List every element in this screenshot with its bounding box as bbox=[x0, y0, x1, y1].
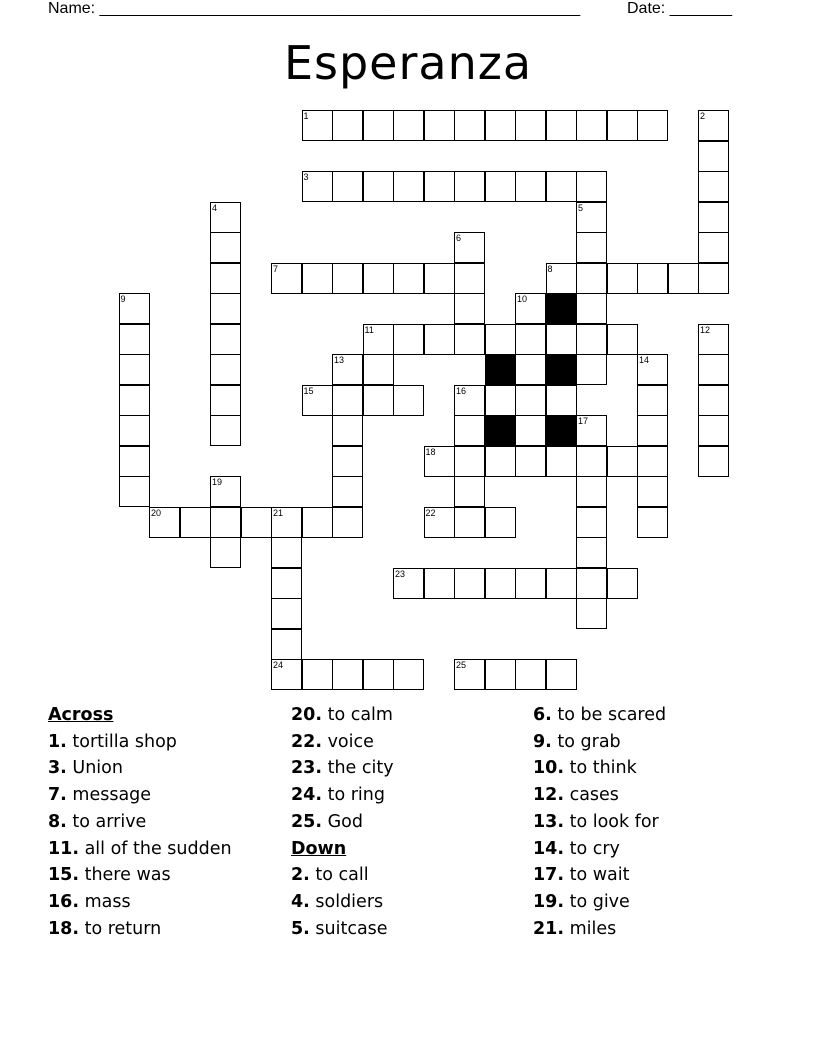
clue-item-number: 4. bbox=[291, 891, 310, 912]
grid-cell[interactable] bbox=[515, 659, 546, 690]
black-cell bbox=[546, 354, 577, 385]
clue-item-text: voice bbox=[322, 731, 374, 752]
grid-cell[interactable] bbox=[180, 507, 211, 538]
clue-item-text: message bbox=[66, 785, 152, 806]
grid-cell[interactable] bbox=[302, 110, 333, 141]
grid-cell[interactable] bbox=[576, 232, 607, 263]
grid-cell[interactable] bbox=[210, 507, 241, 538]
clue-column-1 bbox=[48, 702, 232, 942]
grid-cell[interactable] bbox=[393, 263, 424, 294]
grid-cell[interactable] bbox=[485, 324, 516, 355]
grid-cell[interactable] bbox=[210, 293, 241, 324]
grid-cell[interactable] bbox=[546, 446, 577, 477]
clue-item-text: Union bbox=[66, 758, 123, 779]
grid-cell[interactable] bbox=[210, 232, 241, 263]
grid-cell[interactable] bbox=[698, 110, 729, 141]
clue-item bbox=[533, 836, 666, 863]
grid-cell[interactable] bbox=[302, 507, 333, 538]
clue-item-number: 18. bbox=[48, 918, 80, 939]
grid-cell[interactable] bbox=[485, 385, 516, 416]
clue-number: 25 bbox=[456, 660, 467, 670]
black-cell bbox=[485, 415, 516, 446]
grid-cell[interactable] bbox=[332, 354, 363, 385]
grid-cell[interactable] bbox=[546, 659, 577, 690]
clue-item-number: 3. bbox=[48, 758, 67, 779]
clue-item-text: to ring bbox=[322, 785, 385, 806]
grid-cell[interactable] bbox=[119, 415, 150, 446]
grid-cell[interactable] bbox=[271, 507, 302, 538]
clue-number: 24 bbox=[273, 660, 284, 670]
grid-cell[interactable] bbox=[546, 385, 577, 416]
puzzle-title: Esperanza bbox=[283, 36, 533, 90]
grid-cell[interactable] bbox=[271, 598, 302, 629]
clue-item-text: to cry bbox=[564, 838, 620, 859]
clue-number: 13 bbox=[334, 355, 345, 365]
clue-item bbox=[48, 836, 232, 863]
grid-cell[interactable] bbox=[210, 324, 241, 355]
grid-cell[interactable] bbox=[515, 110, 546, 141]
grid-cell[interactable] bbox=[363, 354, 394, 385]
clue-item-number: 19. bbox=[533, 891, 565, 912]
clue-number: 2 bbox=[700, 111, 706, 121]
grid-cell[interactable] bbox=[302, 385, 333, 416]
grid-cell[interactable] bbox=[607, 263, 638, 294]
clue-number: 22 bbox=[425, 507, 436, 518]
clue-item bbox=[533, 916, 666, 943]
grid-cell[interactable] bbox=[576, 568, 607, 599]
grid-cell[interactable] bbox=[485, 110, 516, 141]
grid-cell[interactable] bbox=[454, 659, 485, 690]
grid-cell[interactable] bbox=[576, 202, 607, 233]
black-cell bbox=[485, 354, 516, 385]
grid-cell[interactable] bbox=[393, 568, 424, 599]
grid-cell[interactable] bbox=[546, 171, 577, 202]
grid-cell[interactable] bbox=[454, 293, 485, 324]
grid-cell[interactable] bbox=[637, 263, 668, 294]
grid-cell[interactable] bbox=[576, 110, 607, 141]
clue-item bbox=[48, 729, 232, 756]
grid-cell[interactable] bbox=[332, 263, 363, 294]
grid-cell[interactable] bbox=[119, 476, 150, 507]
grid-cell[interactable] bbox=[119, 293, 150, 324]
grid-cell[interactable] bbox=[637, 354, 668, 385]
grid-cell[interactable] bbox=[332, 385, 363, 416]
grid-cell[interactable] bbox=[637, 507, 668, 538]
clue-item-text: the city bbox=[322, 758, 394, 779]
grid-cell[interactable] bbox=[515, 568, 546, 599]
grid-cell[interactable] bbox=[698, 446, 729, 477]
black-cell bbox=[546, 293, 577, 324]
grid-cell[interactable] bbox=[576, 263, 607, 294]
clue-item-number: 23. bbox=[291, 758, 323, 779]
clue-item bbox=[48, 782, 232, 809]
grid-cell[interactable] bbox=[332, 110, 363, 141]
clue-number: 6 bbox=[456, 233, 462, 243]
grid-cell[interactable] bbox=[454, 385, 485, 416]
clue-number: 8 bbox=[547, 263, 553, 274]
clue-item-number: 21. bbox=[533, 918, 565, 939]
grid-cell[interactable] bbox=[485, 171, 516, 202]
clue-column-3 bbox=[533, 702, 666, 942]
grid-cell[interactable] bbox=[546, 324, 577, 355]
grid-cell[interactable] bbox=[698, 171, 729, 202]
clue-item-text: cases bbox=[564, 785, 619, 806]
grid-cell[interactable] bbox=[332, 171, 363, 202]
clue-item-number: 15. bbox=[48, 865, 80, 886]
grid-cell[interactable] bbox=[363, 171, 394, 202]
clue-item-number: 10. bbox=[533, 758, 565, 779]
grid-cell[interactable] bbox=[363, 385, 394, 416]
clue-number: 7 bbox=[273, 263, 279, 274]
grid-cell[interactable] bbox=[454, 507, 485, 538]
grid-cell[interactable] bbox=[515, 385, 546, 416]
grid-cell[interactable] bbox=[576, 354, 607, 385]
clue-item-number: 11. bbox=[48, 838, 80, 859]
clue-item-number: 25. bbox=[291, 811, 323, 832]
grid-cell[interactable] bbox=[576, 324, 607, 355]
clue-item bbox=[533, 702, 666, 729]
grid-cell[interactable] bbox=[241, 507, 272, 538]
grid-cell[interactable] bbox=[424, 507, 455, 538]
clue-number: 5 bbox=[578, 202, 584, 213]
clue-item bbox=[291, 889, 394, 916]
clue-item-number: 17. bbox=[533, 865, 565, 886]
grid-cell[interactable] bbox=[698, 385, 729, 416]
clue-item bbox=[291, 916, 394, 943]
clue-item-number: 9. bbox=[533, 731, 552, 752]
grid-cell[interactable] bbox=[515, 293, 546, 324]
clue-number: 17 bbox=[578, 416, 589, 426]
grid-cell[interactable] bbox=[424, 568, 455, 599]
grid-cell[interactable] bbox=[698, 232, 729, 263]
clue-item-text: God bbox=[322, 811, 363, 832]
clue-number: 15 bbox=[303, 385, 314, 396]
grid-cell[interactable] bbox=[454, 446, 485, 477]
grid-cell[interactable] bbox=[332, 476, 363, 507]
clue-item bbox=[48, 809, 232, 836]
clue-number: 1 bbox=[303, 111, 309, 121]
clue-item-text: mass bbox=[79, 891, 131, 912]
clue-number: 3 bbox=[303, 172, 309, 182]
grid-cell[interactable] bbox=[424, 110, 455, 141]
clue-item bbox=[533, 889, 666, 916]
clue-item bbox=[48, 862, 232, 889]
clue-item-number: 16. bbox=[48, 891, 80, 912]
clue-list bbox=[0, 702, 816, 962]
clue-number: 19 bbox=[212, 477, 223, 487]
clue-item-text: to return bbox=[79, 918, 162, 939]
clue-item-text: to call bbox=[309, 865, 369, 886]
date-field-label: Date: _______ bbox=[627, 0, 732, 17]
grid-cell[interactable] bbox=[485, 659, 516, 690]
grid-cell[interactable] bbox=[607, 324, 638, 355]
clue-item bbox=[533, 755, 666, 782]
grid-cell[interactable] bbox=[454, 324, 485, 355]
grid-cell[interactable] bbox=[271, 537, 302, 568]
clue-item-number: 6. bbox=[533, 705, 552, 725]
grid-cell[interactable] bbox=[332, 507, 363, 538]
grid-cell[interactable] bbox=[271, 629, 302, 660]
grid-cell[interactable] bbox=[393, 110, 424, 141]
grid-cell[interactable] bbox=[393, 659, 424, 690]
clue-item-text: to grab bbox=[551, 731, 621, 752]
grid-cell[interactable] bbox=[424, 171, 455, 202]
grid-cell[interactable] bbox=[637, 476, 668, 507]
grid-cell[interactable] bbox=[576, 415, 607, 446]
grid-cell[interactable] bbox=[515, 446, 546, 477]
clue-column-2 bbox=[291, 702, 394, 942]
grid-cell[interactable] bbox=[210, 537, 241, 568]
grid-cell[interactable] bbox=[576, 171, 607, 202]
clue-item bbox=[533, 809, 666, 836]
clue-number: 23 bbox=[395, 568, 406, 579]
black-cell bbox=[546, 415, 577, 446]
grid-cell[interactable] bbox=[210, 354, 241, 385]
clue-item-text: tortilla shop bbox=[66, 731, 177, 752]
grid-cell[interactable] bbox=[424, 446, 455, 477]
grid-cell[interactable] bbox=[515, 354, 546, 385]
clue-item-text: soldiers bbox=[309, 891, 384, 912]
clue-item bbox=[48, 916, 232, 943]
clue-section-heading: Across bbox=[48, 705, 114, 725]
grid-cell[interactable] bbox=[210, 476, 241, 507]
grid-cell[interactable] bbox=[576, 293, 607, 324]
grid-cell[interactable] bbox=[576, 537, 607, 568]
grid-cell[interactable] bbox=[485, 446, 516, 477]
grid-cell[interactable] bbox=[119, 446, 150, 477]
clue-item-number: 7. bbox=[48, 785, 67, 806]
clue-item bbox=[533, 862, 666, 889]
grid-cell[interactable] bbox=[698, 324, 729, 355]
clue-number: 20 bbox=[151, 507, 162, 518]
clue-item bbox=[48, 889, 232, 916]
clue-number: 11 bbox=[364, 324, 374, 335]
grid-cell[interactable] bbox=[454, 232, 485, 263]
clue-item-text: there was bbox=[79, 865, 171, 886]
grid-cell[interactable] bbox=[393, 385, 424, 416]
clue-item-number: 13. bbox=[533, 811, 565, 832]
clue-item-text: to calm bbox=[322, 705, 393, 725]
grid-cell[interactable] bbox=[485, 507, 516, 538]
grid-cell[interactable] bbox=[668, 263, 699, 294]
grid-cell[interactable] bbox=[149, 507, 180, 538]
clue-item-number: 24. bbox=[291, 785, 323, 806]
grid-cell[interactable] bbox=[119, 385, 150, 416]
grid-cell[interactable] bbox=[607, 446, 638, 477]
grid-cell[interactable] bbox=[607, 568, 638, 599]
grid-cell[interactable] bbox=[332, 659, 363, 690]
grid-cell[interactable] bbox=[332, 446, 363, 477]
grid-cell[interactable] bbox=[607, 110, 638, 141]
grid-cell[interactable] bbox=[546, 263, 577, 294]
grid-cell[interactable] bbox=[363, 659, 394, 690]
grid-cell[interactable] bbox=[210, 263, 241, 294]
grid-cell[interactable] bbox=[302, 659, 333, 690]
grid-cell[interactable] bbox=[119, 354, 150, 385]
grid-cell[interactable] bbox=[332, 415, 363, 446]
grid-cell[interactable] bbox=[698, 141, 729, 172]
grid-cell[interactable] bbox=[271, 263, 302, 294]
clue-item-number: 12. bbox=[533, 785, 565, 806]
grid-cell[interactable] bbox=[546, 110, 577, 141]
clue-item-text: all of the sudden bbox=[79, 838, 232, 859]
grid-cell[interactable] bbox=[485, 568, 516, 599]
clue-item-text: to wait bbox=[564, 865, 630, 886]
grid-cell[interactable] bbox=[454, 263, 485, 294]
clue-number: 18 bbox=[425, 446, 436, 457]
clue-item bbox=[48, 755, 232, 782]
clue-number: 16 bbox=[456, 385, 467, 396]
grid-cell[interactable] bbox=[546, 568, 577, 599]
clue-item-number: 5. bbox=[291, 918, 310, 939]
clue-number: 21 bbox=[273, 507, 284, 518]
clue-number: 10 bbox=[517, 294, 528, 304]
clue-number: 9 bbox=[120, 294, 126, 304]
clue-item-text: to arrive bbox=[66, 811, 147, 832]
clue-item bbox=[533, 782, 666, 809]
grid-cell[interactable] bbox=[576, 476, 607, 507]
grid-cell[interactable] bbox=[454, 476, 485, 507]
clue-item bbox=[291, 729, 394, 756]
clue-item-number: 14. bbox=[533, 838, 565, 859]
clue-item-number: 1. bbox=[48, 731, 67, 752]
clue-item-text: to be scared bbox=[551, 705, 667, 725]
grid-cell[interactable] bbox=[454, 568, 485, 599]
grid-cell[interactable] bbox=[637, 385, 668, 416]
grid-cell[interactable] bbox=[637, 110, 668, 141]
grid-cell[interactable] bbox=[637, 446, 668, 477]
clue-item-number: 2. bbox=[291, 865, 310, 886]
clue-item-number: 20. bbox=[291, 705, 323, 725]
grid-cell[interactable] bbox=[271, 568, 302, 599]
grid-cell[interactable] bbox=[302, 263, 333, 294]
grid-cell[interactable] bbox=[576, 446, 607, 477]
grid-cell[interactable] bbox=[515, 324, 546, 355]
name-field-label: Name: ______________________________________________________ bbox=[48, 0, 581, 17]
clue-item bbox=[533, 729, 666, 756]
grid-cell[interactable] bbox=[210, 415, 241, 446]
grid-cell[interactable] bbox=[698, 263, 729, 294]
clue-item-number: 8. bbox=[48, 811, 67, 832]
grid-cell[interactable] bbox=[119, 324, 150, 355]
clue-number: 14 bbox=[639, 355, 650, 365]
grid-cell[interactable] bbox=[576, 598, 607, 629]
clue-item bbox=[291, 755, 394, 782]
grid-cell[interactable] bbox=[698, 202, 729, 233]
grid-cell[interactable] bbox=[393, 171, 424, 202]
clue-item-text: suitcase bbox=[309, 918, 388, 939]
clue-item bbox=[291, 782, 394, 809]
grid-cell[interactable] bbox=[210, 385, 241, 416]
grid-cell[interactable] bbox=[302, 171, 333, 202]
clue-item bbox=[291, 809, 394, 836]
grid-cell[interactable] bbox=[363, 263, 394, 294]
grid-cell[interactable] bbox=[393, 324, 424, 355]
clue-item-text: to give bbox=[564, 891, 630, 912]
grid-cell[interactable] bbox=[210, 202, 241, 233]
clue-item-number: 22. bbox=[291, 731, 323, 752]
grid-cell[interactable] bbox=[271, 659, 302, 690]
grid-cell[interactable] bbox=[454, 171, 485, 202]
clue-section-heading: Down bbox=[291, 838, 347, 859]
grid-cell[interactable] bbox=[424, 324, 455, 355]
grid-cell[interactable] bbox=[698, 354, 729, 385]
clue-item bbox=[291, 702, 394, 729]
grid-cell[interactable] bbox=[515, 171, 546, 202]
clue-item-text: miles bbox=[564, 918, 617, 939]
clue-item-text: to look for bbox=[564, 811, 659, 832]
clue-item-text: to think bbox=[564, 758, 637, 779]
grid-cell[interactable] bbox=[698, 415, 729, 446]
grid-cell[interactable] bbox=[424, 263, 455, 294]
grid-cell[interactable] bbox=[363, 324, 394, 355]
grid-cell[interactable] bbox=[363, 110, 394, 141]
grid-cell[interactable] bbox=[637, 415, 668, 446]
clue-number: 4 bbox=[212, 202, 218, 213]
grid-cell[interactable] bbox=[515, 415, 546, 446]
grid-cell[interactable] bbox=[576, 507, 607, 538]
grid-cell[interactable] bbox=[454, 415, 485, 446]
clue-item bbox=[291, 862, 394, 889]
clue-number: 12 bbox=[700, 324, 711, 335]
grid-cell[interactable] bbox=[454, 110, 485, 141]
